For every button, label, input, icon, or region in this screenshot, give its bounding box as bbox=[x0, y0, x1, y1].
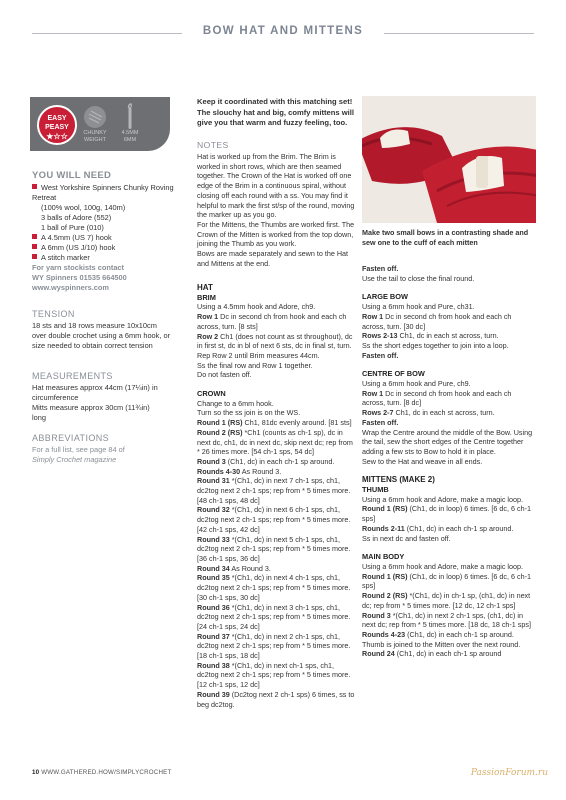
pattern-row: Row 2 Ch1 (does not count as st throughout), dc in first st, dc in bl of next 6 sts, dc in final st, turn. bbox=[197, 331, 353, 351]
pattern-row: Round 32 *(Ch1, dc) in next 6 ch-1 sps, ch1, dc2tog next 2 ch-1 sps; rep from * 5 times more. [42 ch-1 sps, 42 dc] bbox=[197, 505, 351, 534]
pattern-row: Sew to the Hat and weave in all ends. bbox=[362, 456, 483, 466]
pattern-row: Rounds 4-30 As Round 3. bbox=[197, 466, 282, 476]
crown-heading: CROWN bbox=[197, 389, 226, 399]
pattern-row: Round 24 (Ch1, dc) in each ch-1 sp around bbox=[362, 649, 502, 659]
pattern-row: Round 1 (RS) Ch1, 81dc evenly around. [81 sts] bbox=[197, 418, 352, 428]
you-will-need-heading: YOU WILL NEED bbox=[32, 170, 112, 181]
footer-url[interactable]: WWW.GATHERED.HOW/SIMPLYCROCHET bbox=[41, 769, 172, 776]
pattern-row: Row 1 Dc in second ch from hook and each ch across, turn. [30 dc] bbox=[362, 311, 512, 331]
right-pattern: Fasten off. Use the tail to close the final round. LARGE BOW Using a 6mm hook and Pure, ch31. Row 1 Dc in second ch from hook and each ch across, turn. [30 dc] Rows 2-13 Ch1, dc in each st across, turn. Ss the short edges together to join into a loop. Fasten off. CENTRE OF BOW Using a 6mm hook and Pure, ch9. Row 1 Dc in second ch from hook and each ch across, turn. [8 dc] Rows 2-7 Ch1, dc in each st across, turn. Fasten off. Wrap the Centre around the middle of the Bow. Using the tail, sew the short edges of the Centre together adding a few sts to Bow to hold it in place. Sew to the Hat and weave in all ends. MITTENS (MAKE 2) THUMB Using a 6mm hook and Adore, make a magic loop. Round 1 (RS) (Ch1, dc in loop) 6 times. [6 dc, 6 ch-1 sps] Rounds 2-11 (Ch1, dc) in each ch-1 sp around. Ss in next dc and fasten off. MAIN BODY Using a 6mm hook and Adore, make a magic loop. Round 1 (RS) (Ch1, dc in loop) 6 times. [6 dc, 6 ch-1 sps] Round 2 (RS) *(Ch1, dc) in ch-1 sp, (ch1, dc) in next dc; rep from * 5 times more. [12 dc, 12 ch-1 sps] Round 3 *(Ch1, dc) in next 2 ch-1 sps, (ch1, dc) in next dc; rep from * 5 times more. [18 dc, 18 ch-1 sps] Rounds 4-23 (Ch1, dc) in each ch-1 sp around. Thumb is joined to the Mitten over the next round. Round 24 (Ch1, dc) in each ch-1 sp around bbox=[362, 264, 536, 659]
measurements-text: Hat measures approx 44cm (17¼in) in circumference Mitts measure approx 30cm (11¾in) long bbox=[32, 383, 158, 422]
stockists-text: For yarn stockists contact bbox=[32, 263, 125, 272]
skill-level-badge: EASY PEASY ★☆☆ bbox=[37, 105, 77, 145]
materials-list bbox=[32, 183, 180, 293]
pattern-row: Using a 6mm hook and Pure, ch31. bbox=[362, 302, 475, 312]
list-item: A 6mm (US J/10) hook bbox=[32, 243, 180, 253]
pattern-row: Round 3 (Ch1, dc) in each ch-1 sp around. bbox=[197, 456, 335, 466]
pattern-row: Change to a 6mm hook. bbox=[197, 398, 274, 408]
pattern-row: Round 1 (RS) (Ch1, dc in loop) 6 times. [6 dc, 6 ch-1 sps] bbox=[362, 504, 531, 524]
pattern-row: Round 33 *(Ch1, dc) in next 5 ch-1 sps, ch1, dc2tog next 2 ch-1 sps; rep from * 5 times more. [36 ch-1 sps, 36 dc] bbox=[197, 534, 351, 563]
yarn-weight-label: CHUNKY WEIGHT bbox=[83, 130, 107, 143]
pattern-row: Round 37 *(Ch1, dc) in next 2 ch-1 sps, ch1, dc2tog next 2 ch-1 sps; rep from * 5 times more. [18 ch-1 sps, 18 dc] bbox=[197, 631, 351, 661]
yarn-detail: 1 ball of Pure (010) bbox=[41, 223, 104, 232]
pattern-row: Wrap the Centre around the middle of the Bow. Using the tail, sew the short edges of the Centre together adding a few sts to Bow to hold it in place. bbox=[362, 427, 533, 456]
pattern-row: Round 2 (RS) *Ch1 (counts as ch-1 sp), dc in next dc, ch1, dc in next dc, skip next dc; rep from * 26 times more. [54 ch-1 sps, 54 dc] bbox=[197, 427, 353, 457]
pattern-row: Do not fasten off. bbox=[197, 370, 252, 380]
stockists-link[interactable]: www.wyspinners.com bbox=[32, 283, 109, 292]
notes-body: Hat is worked up from the Brim. The Brim is worked in short rows, which are then seamed together. The Crown of the Hat is worked off one edge of the Brim in a continuous spiral, without closing off each round with a ss. You may find it helpful to mark the first st/sp of the round, moving the marker up as you go. For the Mittens, the Thumbs are worked first. The Crown of the Mitten is worked from the top down, joining the Thumb as you work. Bows are made separately and sewn to the Hat and Mittens at the end. bbox=[197, 152, 355, 268]
hook-size-label: 4.5MM 6MM bbox=[121, 130, 139, 143]
pattern-row: Fasten off. bbox=[362, 350, 399, 360]
pattern-row: Turn so the ss join is on the WS. bbox=[197, 408, 301, 418]
pattern-row: Round 2 (RS) *(Ch1, dc) in ch-1 sp, (ch1, dc) in next dc; rep from * 5 times more. [12 dc, 12 ch-1 sps] bbox=[362, 591, 531, 610]
pattern-row: Round 1 (RS) (Ch1, dc in loop) 6 times. [6 dc, 6 ch-1 sps] bbox=[362, 571, 531, 591]
notes-heading: NOTES bbox=[197, 140, 229, 150]
tension-heading: TENSION bbox=[32, 309, 75, 319]
brim-heading: BRIM bbox=[197, 292, 216, 302]
pattern-row: Round 36 *(Ch1, dc) in next 3 ch-1 sps, ch1, dc2tog next 2 ch-1 sps; rep from * 5 times more. [24 ch-1 sps, 24 dc] bbox=[197, 602, 351, 631]
measurements-heading: MEASUREMENTS bbox=[32, 371, 113, 381]
pattern-row: Round 3 *(Ch1, dc) in next 2 ch-1 sps, (ch1, dc) in next dc; rep from * 5 times more. [18 dc, 18 ch-1 sps] bbox=[362, 610, 531, 630]
pattern-row: Round 31 *(Ch1, dc) in next 7 ch-1 sps, ch1, dc2tog next 2 ch-1 sps; rep from * 5 times more. [48 ch-1 sps, 48 dc] bbox=[197, 476, 351, 505]
pattern-row: Ss the short edges together to join into a loop. bbox=[362, 340, 509, 350]
pattern-row: Row 1 Dc in second ch from hook and each ch across, turn. [8 dc] bbox=[362, 388, 512, 408]
pattern-row: Round 38 *(Ch1, dc) in next ch-1 sps, ch1, dc2tog next 2 ch-1 sps; rep from * 5 times more. [12 ch-1 sps, 12 dc] bbox=[197, 660, 351, 690]
intro-text: Keep it coordinated with this matching set! The slouchy hat and big, comfy mittens will give you that warm and fuzzy feeling, too. bbox=[197, 97, 354, 127]
page-footer bbox=[32, 769, 171, 776]
large-bow-heading: LARGE BOW bbox=[362, 292, 408, 302]
page-title: BOW HAT AND MITTENS bbox=[0, 25, 566, 37]
main-body-heading: MAIN BODY bbox=[362, 552, 405, 562]
list-item: A 4.5mm (US 7) hook bbox=[32, 233, 180, 243]
abbreviations-heading: ABBREVIATIONS bbox=[32, 433, 110, 443]
yarn-weight-icon bbox=[84, 106, 106, 128]
yarn-detail: 3 balls of Adore (552) bbox=[41, 213, 112, 222]
pattern-row: Using a 6mm hook and Adore, make a magic loop. bbox=[362, 561, 524, 571]
pattern-row: Using a 6mm hook and Pure, ch9. bbox=[362, 379, 471, 389]
pattern-row: Round 39 (Dc2tog next 2 ch-1 sps) 6 times, ss to beg dc2tog. bbox=[197, 689, 355, 709]
pattern-row: Rows 2-7 Ch1, dc in each st across, turn. bbox=[362, 408, 495, 418]
pattern-row: Rounds 2-11 (Ch1, dc) in each ch-1 sp around. bbox=[362, 523, 514, 533]
pattern-row: Ss in next dc and fasten off. bbox=[362, 533, 451, 543]
stockists-phone: WY Spinners 01535 664500 bbox=[32, 273, 127, 282]
page-number: 10 bbox=[32, 769, 40, 776]
pattern-row: Rounds 4-23 (Ch1, dc) in each ch-1 sp around. Thumb is joined to the Mitten over the next round. bbox=[362, 629, 521, 649]
pattern-row: Row 1 Dc in second ch from hook and each ch across, turn. [8 sts] bbox=[197, 312, 347, 331]
watermark: PassionForum.ru bbox=[470, 768, 548, 778]
pattern-row: Round 34 As Round 3. bbox=[197, 563, 271, 573]
list-item: A stitch marker bbox=[32, 253, 180, 263]
mittens-heading: MITTENS (MAKE 2) bbox=[362, 475, 435, 485]
pattern-row: Ss the final row and Row 1 together. bbox=[197, 360, 313, 370]
centre-of-bow-heading: CENTRE OF BOW bbox=[362, 369, 425, 379]
hat-pattern bbox=[197, 283, 357, 709]
tension-text: 18 sts and 18 rows measure 10x10cm over double crochet using a 6mm hook, or size needed to obtain correct tension bbox=[32, 321, 171, 350]
photo-caption: Make two small bows in a contrasting shade and sew one to the cuff of each mitten bbox=[362, 228, 529, 247]
pattern-row: Using a 6mm hook and Adore, make a magic loop. bbox=[362, 494, 524, 504]
pattern-row: Rep Row 2 until Brim measures 44cm. bbox=[197, 350, 320, 360]
list-item: West Yorkshire Spinners Chunky Roving Retreat bbox=[32, 183, 174, 202]
pattern-row: Round 35 *(Ch1, dc) in next 4 ch-1 sps, ch1, dc2tog next 2 ch-1 sps; rep from * 5 times more. [30 ch-1 sps, 30 dc] bbox=[197, 573, 351, 602]
yarn-detail: (100% wool, 100g, 140m) bbox=[41, 203, 126, 212]
mitten-bow-photo bbox=[362, 96, 536, 223]
abbreviations-text: For a full list, see page 84 of Simply Crochet magazine bbox=[32, 445, 125, 464]
thumb-heading: THUMB bbox=[362, 485, 389, 495]
pattern-row: Fasten off. bbox=[362, 417, 399, 427]
pattern-row: Rows 2-13 Ch1, dc in each st across, turn. bbox=[362, 331, 499, 341]
pattern-row: Using a 4.5mm hook and Adore, ch9. bbox=[197, 302, 316, 312]
hook-size-icon bbox=[126, 103, 134, 129]
hat-heading: HAT bbox=[197, 283, 213, 292]
